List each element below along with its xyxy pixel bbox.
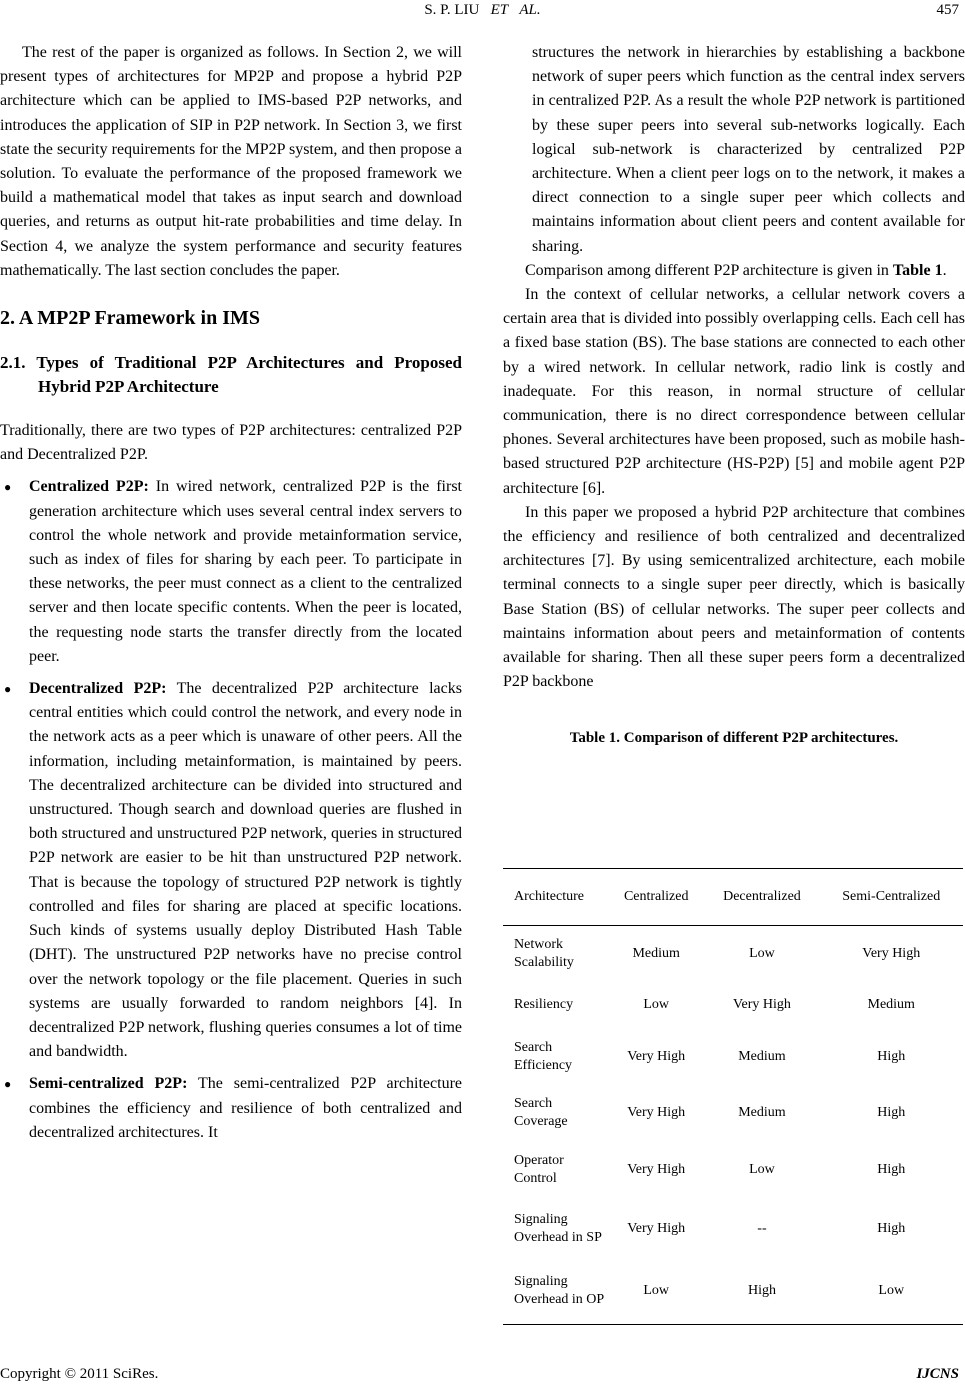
table-cell: Search Efficiency (514, 1039, 573, 1073)
table-header-cell: Semi-Centralized (819, 869, 963, 926)
right-column (503, 41, 965, 751)
table-cell: Very High (627, 1105, 686, 1120)
page-number: 457 (936, 2, 959, 18)
table-cell: High (877, 1162, 906, 1177)
comparison-paragraph (503, 259, 965, 283)
table-cell: Very High (627, 1162, 686, 1177)
table-row (503, 1142, 963, 1199)
table-header-cell: Decentralized (704, 869, 819, 926)
left-column (0, 41, 462, 1145)
table-row (503, 1085, 963, 1142)
list-item (0, 1072, 462, 1145)
table-cell: Very High (862, 945, 921, 961)
table-cell: Resiliency (514, 997, 574, 1012)
table-row (503, 926, 963, 982)
table-cell: Network Scalability (514, 936, 574, 970)
bullet-term: Decentralized P2P: (29, 680, 167, 698)
bullet-icon: ● (4, 1077, 12, 1092)
table-cell: Search Coverage (514, 1096, 568, 1129)
table-cell: Signaling Overhead in OP (503, 1259, 608, 1325)
intro-paragraph: The rest of the paper is organized as follows. In Section 2, we will present types of architectures for MP2P and propose a hybrid P2P architecture which can be applied to IMS-based P2P networks, and introduces the application of SIP in P2P network. In Section 3, we first state the security requirements for the MP2P system, and then propose a solution. To evaluate the performance of the proposed framework we build a mathematical model that takes as input search and download queries, and returns as output hit-rate probabilities and time delay. In Section 4, we analyze the system performance and security features mathematically. The last section concludes the paper. (0, 44, 462, 279)
bullet-icon: ● (4, 682, 12, 697)
table-reference: Table 1 (892, 261, 943, 279)
table-cell: Low (819, 1259, 963, 1325)
page-footer (0, 1366, 965, 1383)
cellular-paragraph: In the context of cellular networks, a cellular network covers a certain area that is divided into possibly overlapping cells. Each cell has a fixed base station (BS). The base stations are connected to each other by a wired network. In cellular network, radio link is costly and inadequate. For this reason, in normal structure of cellular communication, there is no direct correspondence between cellular phones. Several architectures have been proposed, such as mobile hash-based structured P2P architecture (HS-P2P) [5] and mobile agent P2P architecture [6]. (503, 286, 965, 497)
table-cell: -- (757, 1220, 767, 1236)
table-header-cell: Architecture (503, 869, 608, 926)
table-row (503, 1259, 963, 1325)
comparison-text: Comparison among different P2P architecture is given in (525, 261, 889, 279)
running-head-authors: S. P. LIU (424, 2, 480, 18)
bullet-term: Centralized P2P: (29, 478, 149, 496)
types-intro-paragraph: Traditionally, there are two types of P2P architectures: centralized P2P and Decentralized P2P. (0, 422, 462, 464)
table-cell: Very High (627, 1048, 686, 1064)
table-row (503, 982, 963, 1029)
table-cell: Very High (627, 1220, 686, 1236)
list-item (0, 677, 462, 1064)
table-cell: High (877, 1220, 906, 1236)
journal-name: IJCNS (916, 1366, 959, 1382)
table-row (503, 1029, 963, 1085)
list-item (0, 475, 462, 669)
table-cell: Low (643, 997, 670, 1012)
table-cell: Signaling Overhead in SP (514, 1211, 602, 1245)
bullet-continuation: structures the network in hierarchies by establishing a backbone network of super peers which function as the central index servers in centralized P2P. As a result the whole P2P network is partitioned by these super peers into several sub-networks logically. Each logical sub-network is characterized by centralized P2P architecture. When a client peer logs on to the network, it makes a direct connection to a single super peer which collects and maintains information about client peers and content available for sharing. (532, 44, 965, 255)
table-cell: Very High (732, 997, 791, 1012)
table-cell: Low (749, 1162, 775, 1177)
table-cell: Operator Control (514, 1153, 564, 1186)
bullet-text: The semi-centralized P2P architecture combines the efficiency and resilience of both centralized and decentralized architectures. It (29, 1075, 463, 1141)
running-head-al: AL. (519, 2, 541, 18)
running-head-et: ET (490, 2, 509, 18)
comparison-end: . (942, 261, 947, 279)
bullet-text: The decentralized P2P architecture lacks central entities which could control the network, and every node in the network acts as a peer which is unaware of other peers. All the information, including metainformation, is maintained by peers. The decentralized architecture can be divided into structured and unstructured. Though search and download queries are flushed in both structured and unstructured P2P network, queries in structured P2P network are easier to be hit than unstructured P2P network. That is because the topology of structured P2P network is tightly controlled and files for sharing are placed at specific locations. Such kinds of systems usually deploy Distributed Hash Table (DHT). The unstructured P2P networks have no precise control over the network topology or the file placement. Queries in such systems are usually forwarded to random neighbors [4]. In decentralized P2P network, flushing queries consumes a lot of time and bandwidth. (29, 680, 462, 1061)
table-header-row (503, 869, 963, 926)
bullet-icon: ● (4, 480, 12, 495)
table-cell: High (877, 1105, 906, 1120)
bullet-term: Semi-centralized P2P: (29, 1075, 188, 1093)
section-heading: 2. A MP2P Framework in IMS (0, 307, 260, 330)
table-cell: Medium (738, 1048, 786, 1064)
proposal-paragraph: In this paper we proposed a hybrid P2P architecture that combines the efficiency and resilience of both centralized and decentralized architectures [7]. By using semicentralized architecture, each mobile terminal connects to a single super peer directly, which is basically Base Station (BS) of cellular networks. The super peer collects and maintains information about peers and metainformation of contents available for sharing. Then all these super peers form a decentralized P2P backbone (503, 503, 965, 691)
bullet-text: In wired network, centralized P2P is the first generation architecture which uses several central index servers to control the whole network and provide metainformation service, such as index of files for sharing by each peer. To participate in these networks, the peer must connect as a client to the centralized server and then locate specific contents. When the peer is located, the requesting node starts the transfer directly from the located peer. (29, 478, 462, 665)
running-head (0, 2, 965, 19)
running-header (0, 2, 965, 24)
table-caption: Table 1. Comparison of different P2P architectures. (569, 730, 899, 747)
copyright-notice: Copyright © 2011 SciRes. (0, 1366, 159, 1382)
table-cell: Medium (867, 997, 915, 1012)
table-cell: Low (608, 1259, 704, 1325)
table-cell: High (704, 1259, 819, 1325)
table-cell: Low (749, 945, 775, 961)
architecture-list (0, 475, 462, 1144)
table-cell: High (877, 1048, 906, 1064)
table-header-cell: Centralized (608, 869, 704, 926)
subsection-heading: 2.1. Types of Traditional P2P Architectures and Proposed Hybrid P2P Architecture (0, 353, 462, 397)
table-row (503, 1199, 963, 1259)
comparison-table (503, 868, 963, 1325)
table-cell: Medium (632, 945, 680, 961)
table-cell: Medium (738, 1105, 786, 1120)
